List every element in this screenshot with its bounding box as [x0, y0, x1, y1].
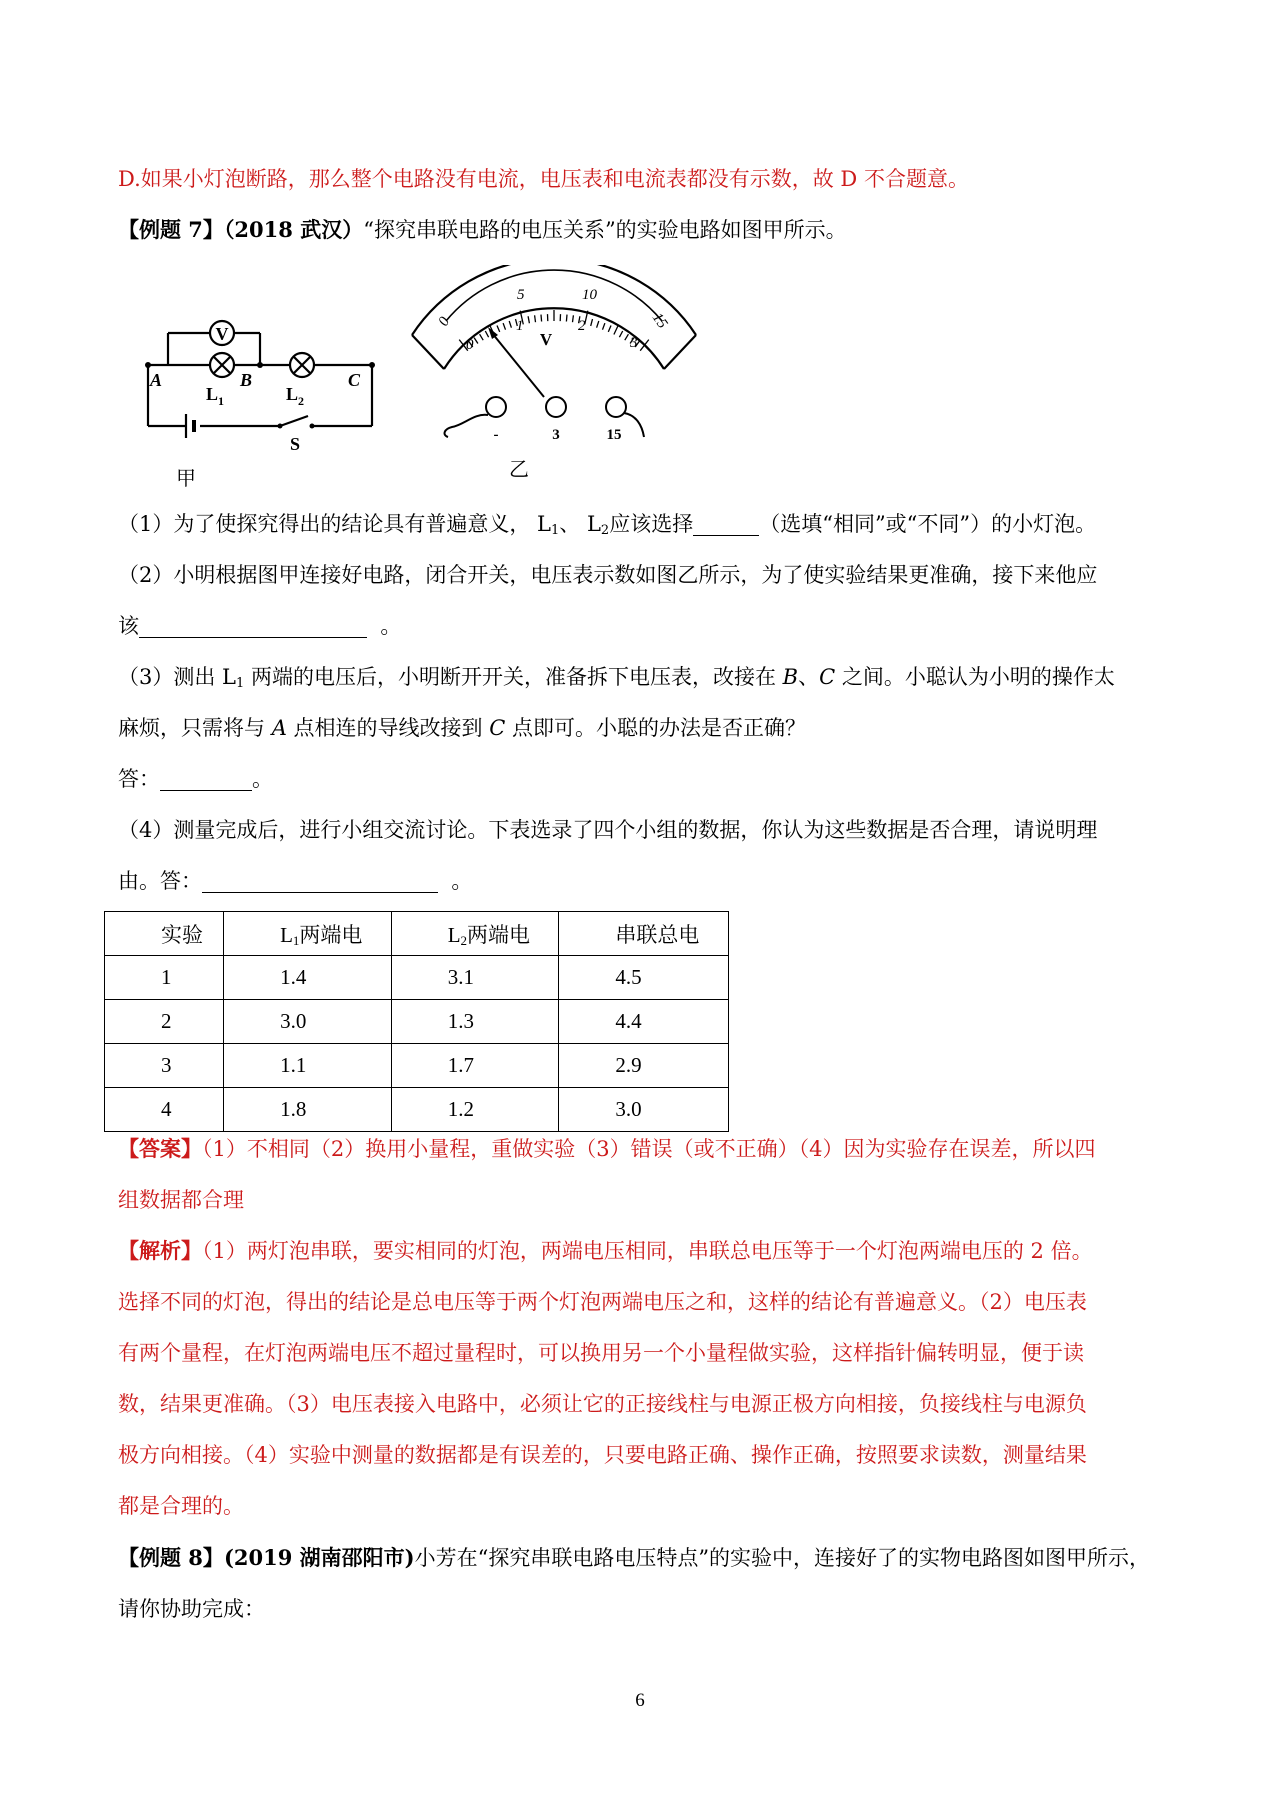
switch-label: S	[290, 434, 301, 454]
point-b: B	[782, 665, 799, 689]
table-cell: 4.5	[559, 956, 729, 1000]
lamp-l2-label: L	[286, 384, 299, 404]
answer-blank-2[interactable]	[139, 615, 367, 638]
analysis-line-4: 数，结果更准确。（3）电压表接入电路中，必须让它的正接线柱与电源正极方向相接，负接线柱与电源负	[118, 1392, 1087, 1416]
figure-a-caption: 甲	[176, 466, 196, 490]
question-1-text: （选填“相同”或“不同”）的小灯泡。	[759, 512, 1097, 536]
example-7-stem: “探究串联电路的电压关系”的实验电路如图甲所示。	[363, 218, 847, 242]
answer-text: （1）不相同（2）换用小量程，重做实验（3）错误（或不正确）（4）因为实验存在误差，所以四	[202, 1137, 1096, 1161]
question-4-text: 由。答：	[118, 869, 202, 893]
dial-unit-label: V	[539, 330, 553, 349]
example-8-stem: 小芳在“探究串联电路电压特点”的实验中，连接好了的实物电路图如图甲所示，	[414, 1546, 1151, 1570]
figure-b-caption: 乙	[509, 457, 529, 481]
dial-tick	[603, 323, 605, 330]
upper-tick-label: 10	[582, 287, 597, 303]
dial-tick	[573, 315, 574, 322]
terminal-negative	[486, 397, 506, 417]
upper-tick-label: 5	[517, 287, 525, 303]
point-a: A	[271, 716, 287, 740]
analysis-line-3: 有两个量程，在灯泡两端电压不超过量程时，可以换用另一个小量程做实验，这样指针偏转明显，便于读	[118, 1341, 1084, 1365]
table-cell: 4	[105, 1088, 224, 1132]
analysis-line-5: 极方向相接。（4）实验中测量的数据都是有误差的，只要电路正确、操作正确，按照要求读数，测量结果	[118, 1443, 1087, 1467]
voltmeter-label: V	[215, 324, 229, 344]
question-3-text: 麻烦，只需将与	[118, 716, 272, 740]
table-cell: 3.1	[391, 956, 559, 1000]
upper-tick-label: 15	[648, 310, 671, 332]
example-8-heading	[118, 1545, 1170, 1571]
voltage-data-table	[104, 911, 729, 1132]
lower-tick-label: 1	[516, 318, 524, 334]
analysis-tag: 【解析】	[118, 1238, 202, 1263]
upper-tick-label: 0	[435, 314, 454, 329]
example-8-tag: 【例题 8】	[118, 1545, 224, 1570]
l2-subscript: 2	[600, 523, 610, 538]
terminal-label: -	[493, 427, 499, 443]
answer-label: 答：	[118, 767, 160, 791]
table-row	[105, 1000, 729, 1044]
dial-tick	[614, 325, 619, 335]
table-cell: 1.3	[391, 1000, 559, 1044]
analysis-line-6: 都是合理的。	[118, 1494, 244, 1518]
question-3-line-2	[118, 715, 1170, 741]
table-cell: 4.4	[559, 1000, 729, 1044]
dial-tick	[528, 316, 529, 323]
example-7-tag: 【例题 7】	[118, 217, 224, 242]
lower-tick-label: 2	[578, 318, 586, 334]
question-3-text: 点相连的导线改接到	[286, 716, 490, 740]
table-row	[105, 1044, 729, 1088]
table-cell: 3.0	[559, 1088, 729, 1132]
table-cell: 1.2	[391, 1088, 559, 1132]
question-3-text: 点即可。小聪的办法是否正确？	[505, 716, 806, 740]
question-3-text: （3）测出 L	[118, 665, 236, 689]
table-cell: 1.4	[224, 956, 392, 1000]
question-2-text: 该	[118, 614, 139, 638]
lower-tick-label: 3	[630, 335, 638, 351]
l2-symbol: L	[586, 512, 601, 536]
dial-tick	[509, 321, 511, 328]
answer-blank-3[interactable]	[160, 768, 252, 791]
question-3-text: 之间。小聪认为小明的操作太	[835, 665, 1115, 689]
table-header-cell: $L_2$两端电	[391, 912, 559, 956]
separator: 、	[798, 665, 820, 689]
question-2-line-2	[118, 613, 1170, 639]
table-cell: 1.7	[391, 1044, 559, 1088]
question-1-text: 应该选择	[609, 512, 694, 536]
terminal-3	[546, 397, 566, 417]
node-b-label: B	[240, 370, 253, 390]
dial-ticks	[459, 310, 649, 351]
terminal-label: 3	[552, 427, 560, 443]
example-7-source: （2018 武汉）	[223, 217, 364, 242]
dial-tick	[619, 331, 622, 337]
question-4-end: 。	[451, 869, 473, 893]
table-header-row	[105, 912, 729, 956]
node-a-label: A	[150, 370, 163, 390]
table-cell: 1.8	[224, 1088, 392, 1132]
table-header-cell: 实验	[105, 912, 224, 956]
answer-blank-1[interactable]	[693, 513, 759, 536]
node-c-label: C	[348, 370, 361, 390]
answer-tag: 【答案】	[118, 1136, 202, 1161]
example-7-heading	[118, 217, 1170, 243]
table-cell: 2.9	[559, 1044, 729, 1088]
dial-tick	[625, 334, 629, 340]
circuit-diagram-figure	[140, 300, 390, 460]
dial-tick	[566, 315, 567, 322]
table-row	[105, 1088, 729, 1132]
question-3-answer-line	[118, 766, 1170, 792]
table-cell: 1	[105, 956, 224, 1000]
table-cell: 3.0	[224, 1000, 392, 1044]
table-row	[105, 956, 729, 1000]
dial-tick	[597, 321, 599, 328]
question-3-text: 两端的电压后，小明断开开关，准备拆下电压表，改接在	[244, 665, 783, 689]
l1-subscript: 1	[235, 676, 245, 691]
dial-tick	[591, 319, 593, 326]
answer-end: 。	[252, 767, 273, 791]
terminal-label: 15	[606, 427, 622, 443]
answer-line-2: 组数据都合理	[118, 1188, 244, 1212]
lamp-l2-subscript: 2	[298, 394, 304, 408]
dial-tick	[497, 326, 500, 332]
dial-tick	[503, 323, 505, 330]
question-4-line-2	[118, 868, 1170, 894]
question-1-text: （1）为了使探究得出的结论具有普遍意义，	[118, 512, 531, 536]
table-header-cell: $L_1$两端电	[224, 912, 392, 956]
table-cell: 3	[105, 1044, 224, 1088]
dial-tick	[474, 338, 478, 344]
terminal-15	[606, 397, 626, 417]
point-c: C	[819, 665, 836, 689]
analysis-line-2: 选择不同的灯泡，得出的结论是总电压等于两个灯泡两端电压之和，这样的结论有普遍意义。（2）电压表	[118, 1290, 1087, 1314]
l1-subscript: 1	[551, 523, 560, 538]
example-8-line-2: 请你协助完成：	[118, 1597, 265, 1621]
lamp-l1-label: L	[206, 384, 219, 404]
question-4-line-1: （4）测量完成后，进行小组交流讨论。下表选录了四个小组的数据，你认为这些数据是否合理，请说明理	[118, 818, 1098, 842]
answer-blank-4[interactable]	[202, 870, 438, 893]
l1-symbol: L	[537, 512, 551, 536]
dial-tick	[485, 331, 488, 337]
question-1	[118, 511, 1170, 537]
voltmeter-dial-figure	[404, 265, 704, 445]
table-cell: 2	[105, 1000, 224, 1044]
dial-tick	[608, 326, 611, 332]
question-3-line-1	[118, 664, 1170, 690]
table-header-cell: 串联总电	[559, 912, 729, 956]
lower-tick-label: 0	[466, 337, 474, 353]
dial-tick	[535, 315, 536, 322]
page-number: 6	[635, 1690, 645, 1711]
separator: 、	[559, 512, 581, 536]
analysis-line-1	[118, 1238, 1170, 1264]
example-8-source: (2019 湖南邵阳市)	[223, 1545, 415, 1570]
answer-line-1	[118, 1136, 1170, 1162]
dial-tick	[480, 334, 484, 340]
point-c: C	[489, 716, 506, 740]
switch-symbol	[280, 416, 308, 426]
dial-tick	[541, 315, 542, 322]
lamp-l1-subscript: 1	[218, 394, 224, 408]
dial-pointer	[492, 333, 544, 397]
question-2-line-1: （2）小明根据图甲连接好电路，闭合开关，电压表示数如图乙所示，为了使实验结果更准确，接下来他应	[118, 563, 1098, 587]
table-cell: 1.1	[224, 1044, 392, 1088]
analysis-text: （1）两灯泡串联，要实相同的灯泡，两端电压相同，串联总电压等于一个灯泡两端电压的 2 倍。	[202, 1239, 1093, 1263]
question-2-end: 。	[380, 614, 402, 638]
option-d-text: D.如果小灯泡断路，那么整个电路没有电流，电压表和电流表都没有示数，故 D 不合题意。	[118, 167, 969, 191]
